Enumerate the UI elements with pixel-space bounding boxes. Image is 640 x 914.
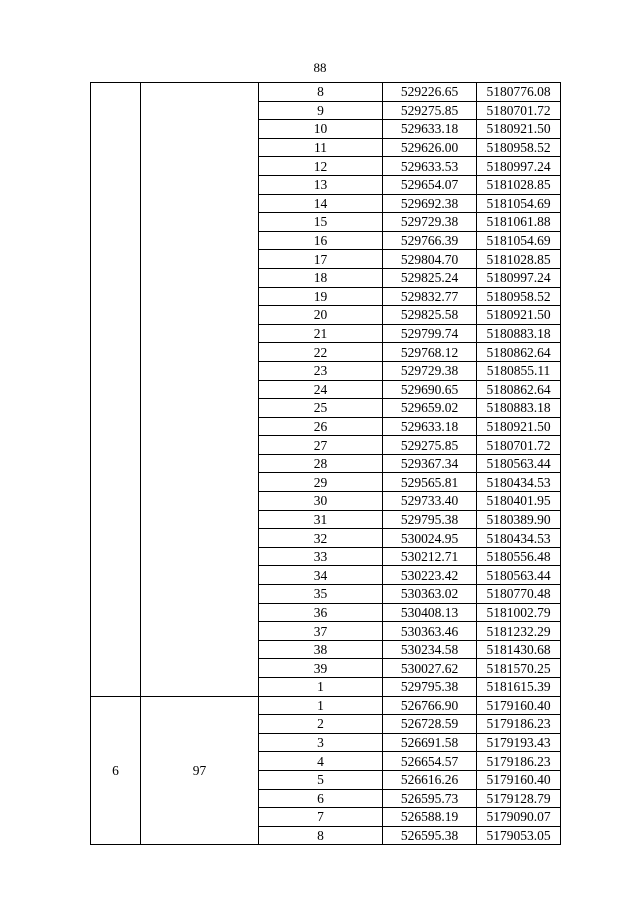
x-coordinate-cell: 530234.58 bbox=[383, 640, 477, 659]
x-coordinate-cell: 529633.18 bbox=[383, 417, 477, 436]
point-number-cell: 24 bbox=[259, 380, 383, 399]
y-coordinate-cell: 5180883.18 bbox=[477, 399, 561, 418]
x-coordinate-cell: 529633.18 bbox=[383, 120, 477, 139]
x-coordinate-cell: 529729.38 bbox=[383, 361, 477, 380]
x-coordinate-cell: 529825.58 bbox=[383, 306, 477, 325]
y-coordinate-cell: 5180958.52 bbox=[477, 287, 561, 306]
point-number-cell: 26 bbox=[259, 417, 383, 436]
x-coordinate-cell: 529226.65 bbox=[383, 83, 477, 102]
point-number-cell: 18 bbox=[259, 268, 383, 287]
point-number-cell: 29 bbox=[259, 473, 383, 492]
x-coordinate-cell: 529733.40 bbox=[383, 492, 477, 511]
point-number-cell: 25 bbox=[259, 399, 383, 418]
table-row bbox=[91, 696, 561, 715]
x-coordinate-cell: 529804.70 bbox=[383, 250, 477, 269]
x-coordinate-cell: 529795.38 bbox=[383, 678, 477, 697]
point-number-cell: 10 bbox=[259, 120, 383, 139]
x-coordinate-cell: 529832.77 bbox=[383, 287, 477, 306]
x-coordinate-cell: 529799.74 bbox=[383, 324, 477, 343]
point-number-cell: 36 bbox=[259, 603, 383, 622]
point-number-cell: 9 bbox=[259, 101, 383, 120]
page-number: 88 bbox=[313, 60, 327, 75]
y-coordinate-cell: 5181002.79 bbox=[477, 603, 561, 622]
coordinates-table-body bbox=[91, 83, 561, 845]
point-number-cell: 35 bbox=[259, 585, 383, 604]
point-number-cell: 32 bbox=[259, 529, 383, 548]
y-coordinate-cell: 5179186.23 bbox=[477, 715, 561, 734]
x-coordinate-cell: 529795.38 bbox=[383, 510, 477, 529]
x-coordinate-cell: 530024.95 bbox=[383, 529, 477, 548]
x-coordinate-cell: 529768.12 bbox=[383, 343, 477, 362]
y-coordinate-cell: 5180563.44 bbox=[477, 566, 561, 585]
x-coordinate-cell: 530363.02 bbox=[383, 585, 477, 604]
x-coordinate-cell: 526766.90 bbox=[383, 696, 477, 715]
point-number-cell: 22 bbox=[259, 343, 383, 362]
y-coordinate-cell: 5180997.24 bbox=[477, 157, 561, 176]
point-number-cell: 12 bbox=[259, 157, 383, 176]
y-coordinate-cell: 5180401.95 bbox=[477, 492, 561, 511]
x-coordinate-cell: 529633.53 bbox=[383, 157, 477, 176]
y-coordinate-cell: 5179160.40 bbox=[477, 696, 561, 715]
point-number-cell: 39 bbox=[259, 659, 383, 678]
y-coordinate-cell: 5180862.64 bbox=[477, 380, 561, 399]
point-number-cell: 27 bbox=[259, 436, 383, 455]
y-coordinate-cell: 5181232.29 bbox=[477, 622, 561, 641]
y-coordinate-cell: 5180776.08 bbox=[477, 83, 561, 102]
point-number-cell: 28 bbox=[259, 454, 383, 473]
group-id-cell: 97 bbox=[141, 696, 259, 845]
coordinates-table bbox=[90, 82, 561, 845]
group-id-cell bbox=[141, 83, 259, 697]
x-coordinate-cell: 529690.65 bbox=[383, 380, 477, 399]
point-number-cell: 20 bbox=[259, 306, 383, 325]
x-coordinate-cell: 530027.62 bbox=[383, 659, 477, 678]
y-coordinate-cell: 5181615.39 bbox=[477, 678, 561, 697]
y-coordinate-cell: 5180563.44 bbox=[477, 454, 561, 473]
x-coordinate-cell: 526595.73 bbox=[383, 789, 477, 808]
y-coordinate-cell: 5179128.79 bbox=[477, 789, 561, 808]
point-number-cell: 31 bbox=[259, 510, 383, 529]
x-coordinate-cell: 529729.38 bbox=[383, 213, 477, 232]
x-coordinate-cell: 530212.71 bbox=[383, 547, 477, 566]
x-coordinate-cell: 529654.07 bbox=[383, 175, 477, 194]
y-coordinate-cell: 5181570.25 bbox=[477, 659, 561, 678]
point-number-cell: 30 bbox=[259, 492, 383, 511]
point-number-cell: 2 bbox=[259, 715, 383, 734]
point-number-cell: 37 bbox=[259, 622, 383, 641]
point-number-cell: 16 bbox=[259, 231, 383, 250]
y-coordinate-cell: 5180855.11 bbox=[477, 361, 561, 380]
group-number-cell: 6 bbox=[91, 696, 141, 845]
x-coordinate-cell: 526728.59 bbox=[383, 715, 477, 734]
y-coordinate-cell: 5180434.53 bbox=[477, 529, 561, 548]
x-coordinate-cell: 526588.19 bbox=[383, 808, 477, 827]
point-number-cell: 1 bbox=[259, 696, 383, 715]
x-coordinate-cell: 526616.26 bbox=[383, 770, 477, 789]
y-coordinate-cell: 5180389.90 bbox=[477, 510, 561, 529]
x-coordinate-cell: 529626.00 bbox=[383, 138, 477, 157]
y-coordinate-cell: 5181054.69 bbox=[477, 231, 561, 250]
x-coordinate-cell: 529275.85 bbox=[383, 101, 477, 120]
point-number-cell: 23 bbox=[259, 361, 383, 380]
x-coordinate-cell: 529565.81 bbox=[383, 473, 477, 492]
y-coordinate-cell: 5179186.23 bbox=[477, 752, 561, 771]
y-coordinate-cell: 5180556.48 bbox=[477, 547, 561, 566]
table-row bbox=[91, 83, 561, 102]
point-number-cell: 11 bbox=[259, 138, 383, 157]
point-number-cell: 19 bbox=[259, 287, 383, 306]
y-coordinate-cell: 5180883.18 bbox=[477, 324, 561, 343]
x-coordinate-cell: 530223.42 bbox=[383, 566, 477, 585]
y-coordinate-cell: 5180921.50 bbox=[477, 417, 561, 436]
y-coordinate-cell: 5181054.69 bbox=[477, 194, 561, 213]
y-coordinate-cell: 5181430.68 bbox=[477, 640, 561, 659]
point-number-cell: 14 bbox=[259, 194, 383, 213]
x-coordinate-cell: 530363.46 bbox=[383, 622, 477, 641]
point-number-cell: 4 bbox=[259, 752, 383, 771]
x-coordinate-cell: 529275.85 bbox=[383, 436, 477, 455]
point-number-cell: 7 bbox=[259, 808, 383, 827]
y-coordinate-cell: 5179193.43 bbox=[477, 733, 561, 752]
y-coordinate-cell: 5181028.85 bbox=[477, 250, 561, 269]
y-coordinate-cell: 5181061.88 bbox=[477, 213, 561, 232]
point-number-cell: 8 bbox=[259, 826, 383, 845]
x-coordinate-cell: 530408.13 bbox=[383, 603, 477, 622]
y-coordinate-cell: 5180958.52 bbox=[477, 138, 561, 157]
y-coordinate-cell: 5179053.05 bbox=[477, 826, 561, 845]
y-coordinate-cell: 5180921.50 bbox=[477, 120, 561, 139]
y-coordinate-cell: 5180770.48 bbox=[477, 585, 561, 604]
point-number-cell: 34 bbox=[259, 566, 383, 585]
point-number-cell: 13 bbox=[259, 175, 383, 194]
x-coordinate-cell: 526691.58 bbox=[383, 733, 477, 752]
y-coordinate-cell: 5180997.24 bbox=[477, 268, 561, 287]
y-coordinate-cell: 5181028.85 bbox=[477, 175, 561, 194]
y-coordinate-cell: 5180434.53 bbox=[477, 473, 561, 492]
group-number-cell bbox=[91, 83, 141, 697]
x-coordinate-cell: 529766.39 bbox=[383, 231, 477, 250]
y-coordinate-cell: 5179160.40 bbox=[477, 770, 561, 789]
point-number-cell: 3 bbox=[259, 733, 383, 752]
point-number-cell: 6 bbox=[259, 789, 383, 808]
x-coordinate-cell: 529692.38 bbox=[383, 194, 477, 213]
y-coordinate-cell: 5180921.50 bbox=[477, 306, 561, 325]
x-coordinate-cell: 526595.38 bbox=[383, 826, 477, 845]
x-coordinate-cell: 529659.02 bbox=[383, 399, 477, 418]
y-coordinate-cell: 5180862.64 bbox=[477, 343, 561, 362]
y-coordinate-cell: 5179090.07 bbox=[477, 808, 561, 827]
x-coordinate-cell: 526654.57 bbox=[383, 752, 477, 771]
point-number-cell: 21 bbox=[259, 324, 383, 343]
x-coordinate-cell: 529825.24 bbox=[383, 268, 477, 287]
point-number-cell: 1 bbox=[259, 678, 383, 697]
point-number-cell: 8 bbox=[259, 83, 383, 102]
y-coordinate-cell: 5180701.72 bbox=[477, 436, 561, 455]
point-number-cell: 15 bbox=[259, 213, 383, 232]
point-number-cell: 38 bbox=[259, 640, 383, 659]
point-number-cell: 17 bbox=[259, 250, 383, 269]
point-number-cell: 5 bbox=[259, 770, 383, 789]
point-number-cell: 33 bbox=[259, 547, 383, 566]
x-coordinate-cell: 529367.34 bbox=[383, 454, 477, 473]
y-coordinate-cell: 5180701.72 bbox=[477, 101, 561, 120]
